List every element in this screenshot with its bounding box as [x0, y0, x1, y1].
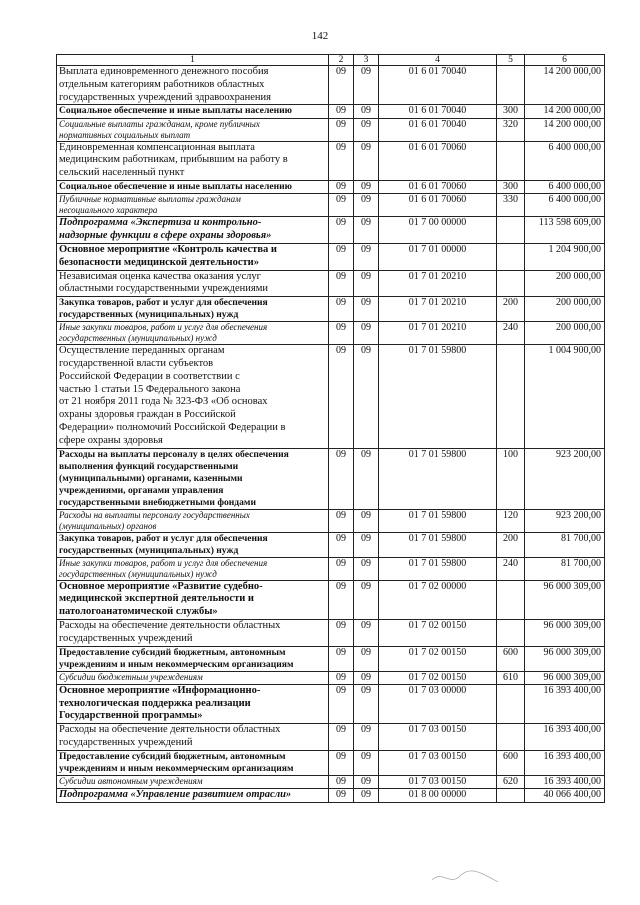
subsection-code-cell: 09 — [354, 345, 379, 448]
row-name-cell: Расходы на обеспечение деятельности областных государственных учреждений — [57, 724, 329, 751]
row-name-cell: Закупка товаров, работ и услуг для обеспечения государственных (муниципальных) нужд — [57, 532, 329, 557]
table-row — [57, 750, 605, 775]
table-header-row — [57, 55, 605, 66]
section-code-cell: 09 — [329, 105, 354, 118]
target-article-cell: 01 7 01 59800 — [379, 345, 497, 448]
amount-cell: 81 700,00 — [525, 557, 605, 580]
amount-cell: 96 000 309,00 — [525, 671, 605, 684]
row-name-cell: Основное мероприятие «Информационно- технологическая поддержка реализации Государственной программы» — [57, 684, 329, 723]
target-article-cell: 01 6 01 70040 — [379, 105, 497, 118]
expense-type-cell — [497, 66, 525, 105]
target-article-cell: 01 7 01 20210 — [379, 270, 497, 297]
subsection-code-cell: 09 — [354, 297, 379, 322]
expense-type-cell — [497, 217, 525, 244]
target-article-cell: 01 7 01 00000 — [379, 243, 497, 270]
section-code-cell: 09 — [329, 775, 354, 788]
target-article-cell: 01 7 00 00000 — [379, 217, 497, 244]
row-name-cell: Расходы на выплаты персоналу в целях обеспечения выполнения функций государственными (муниципальными) органами, казенными учреждениями, органами управления государственными внебюджетными фондами — [57, 448, 329, 509]
subsection-code-cell: 09 — [354, 684, 379, 723]
amount-cell: 81 700,00 — [525, 532, 605, 557]
table-row — [57, 141, 605, 180]
section-code-cell: 09 — [329, 671, 354, 684]
amount-cell: 6 400 000,00 — [525, 141, 605, 180]
target-article-cell: 01 7 03 00150 — [379, 750, 497, 775]
expense-type-cell: 320 — [497, 118, 525, 141]
expense-type-cell: 610 — [497, 671, 525, 684]
subsection-code-cell: 09 — [354, 181, 379, 194]
row-name-cell: Расходы на обеспечение деятельности областных государственных учреждений — [57, 619, 329, 646]
expense-type-cell — [497, 684, 525, 723]
subsection-code-cell: 09 — [354, 322, 379, 345]
column-header-2: 2 — [329, 55, 354, 66]
expense-type-cell — [497, 789, 525, 803]
expense-type-cell: 330 — [497, 194, 525, 217]
target-article-cell: 01 7 01 59800 — [379, 557, 497, 580]
row-name-cell: Основное мероприятие «Развитие судебно- медицинской экспертной деятельности и патологоанатомической службы» — [57, 580, 329, 619]
subsection-code-cell: 09 — [354, 724, 379, 751]
subsection-code-cell: 09 — [354, 557, 379, 580]
table-row — [57, 532, 605, 557]
row-name-cell: Подпрограмма «Экспертиза и контрольно- надзорные функции в сфере охраны здоровья» — [57, 217, 329, 244]
amount-cell: 14 200 000,00 — [525, 66, 605, 105]
target-article-cell: 01 7 01 59800 — [379, 532, 497, 557]
target-article-cell: 01 8 00 00000 — [379, 789, 497, 803]
target-article-cell: 01 7 02 00150 — [379, 646, 497, 671]
page-number: 142 — [311, 30, 329, 42]
section-code-cell: 09 — [329, 750, 354, 775]
target-article-cell: 01 6 01 70060 — [379, 141, 497, 180]
expense-type-cell — [497, 619, 525, 646]
expense-type-cell: 200 — [497, 297, 525, 322]
row-name-cell: Социальные выплаты гражданам, кроме публичных нормативных социальных выплат — [57, 118, 329, 141]
expense-type-cell: 240 — [497, 557, 525, 580]
subsection-code-cell: 09 — [354, 270, 379, 297]
subsection-code-cell: 09 — [354, 509, 379, 532]
amount-cell: 200 000,00 — [525, 322, 605, 345]
target-article-cell: 01 7 02 00150 — [379, 619, 497, 646]
section-code-cell: 09 — [329, 532, 354, 557]
amount-cell: 6 400 000,00 — [525, 194, 605, 217]
row-name-cell: Субсидии бюджетным учреждениям — [57, 671, 329, 684]
budget-table — [56, 54, 605, 803]
table-row — [57, 724, 605, 751]
row-name-cell: Иные закупки товаров, работ и услуг для обеспечения государственных (муниципальных) нужд — [57, 557, 329, 580]
column-header-6: 6 — [525, 55, 605, 66]
table-row — [57, 775, 605, 788]
amount-cell: 96 000 309,00 — [525, 580, 605, 619]
target-article-cell: 01 7 01 59800 — [379, 509, 497, 532]
subsection-code-cell: 09 — [354, 671, 379, 684]
table-row — [57, 448, 605, 509]
section-code-cell: 09 — [329, 345, 354, 448]
table-row — [57, 66, 605, 105]
expense-type-cell — [497, 345, 525, 448]
section-code-cell: 09 — [329, 181, 354, 194]
section-code-cell: 09 — [329, 217, 354, 244]
target-article-cell: 01 7 03 00000 — [379, 684, 497, 723]
amount-cell: 6 400 000,00 — [525, 181, 605, 194]
section-code-cell: 09 — [329, 243, 354, 270]
section-code-cell: 09 — [329, 322, 354, 345]
target-article-cell: 01 7 01 59800 — [379, 448, 497, 509]
column-header-4: 4 — [379, 55, 497, 66]
section-code-cell: 09 — [329, 297, 354, 322]
subsection-code-cell: 09 — [354, 789, 379, 803]
expense-type-cell — [497, 580, 525, 619]
row-name-cell: Расходы на выплаты персоналу государственных (муниципальных) органов — [57, 509, 329, 532]
subsection-code-cell: 09 — [354, 66, 379, 105]
row-name-cell: Публичные нормативные выплаты гражданам несоциального характера — [57, 194, 329, 217]
subsection-code-cell: 09 — [354, 619, 379, 646]
amount-cell: 96 000 309,00 — [525, 619, 605, 646]
table-row — [57, 619, 605, 646]
subsection-code-cell: 09 — [354, 775, 379, 788]
table-row — [57, 580, 605, 619]
target-article-cell: 01 7 01 20210 — [379, 297, 497, 322]
table-row — [57, 105, 605, 118]
budget-table-body — [57, 55, 605, 803]
amount-cell: 1 004 900,00 — [525, 345, 605, 448]
table-row — [57, 557, 605, 580]
expense-type-cell: 240 — [497, 322, 525, 345]
amount-cell: 40 066 400,00 — [525, 789, 605, 803]
target-article-cell: 01 6 01 70040 — [379, 118, 497, 141]
expense-type-cell: 300 — [497, 105, 525, 118]
row-name-cell: Основное мероприятие «Контроль качества и безопасности медицинской деятельности» — [57, 243, 329, 270]
section-code-cell: 09 — [329, 509, 354, 532]
subsection-code-cell: 09 — [354, 243, 379, 270]
table-row — [57, 270, 605, 297]
table-row — [57, 217, 605, 244]
amount-cell: 16 393 400,00 — [525, 724, 605, 751]
subsection-code-cell: 09 — [354, 118, 379, 141]
expense-type-cell — [497, 724, 525, 751]
section-code-cell: 09 — [329, 66, 354, 105]
table-row — [57, 322, 605, 345]
scribble-mark — [430, 866, 500, 888]
amount-cell: 923 200,00 — [525, 509, 605, 532]
target-article-cell: 01 6 01 70060 — [379, 181, 497, 194]
target-article-cell: 01 7 03 00150 — [379, 775, 497, 788]
amount-cell: 113 598 609,00 — [525, 217, 605, 244]
section-code-cell: 09 — [329, 684, 354, 723]
table-row — [57, 646, 605, 671]
target-article-cell: 01 7 01 20210 — [379, 322, 497, 345]
table-row — [57, 297, 605, 322]
expense-type-cell: 620 — [497, 775, 525, 788]
amount-cell: 923 200,00 — [525, 448, 605, 509]
column-header-3: 3 — [354, 55, 379, 66]
subsection-code-cell: 09 — [354, 646, 379, 671]
subsection-code-cell: 09 — [354, 217, 379, 244]
row-name-cell: Единовременная компенсационная выплата медицинским работникам, прибывшим на работу в сельский населенный пункт — [57, 141, 329, 180]
expense-type-cell — [497, 270, 525, 297]
amount-cell: 16 393 400,00 — [525, 775, 605, 788]
table-row — [57, 509, 605, 532]
amount-cell: 200 000,00 — [525, 270, 605, 297]
target-article-cell: 01 6 01 70040 — [379, 66, 497, 105]
expense-type-cell: 100 — [497, 448, 525, 509]
column-header-5: 5 — [497, 55, 525, 66]
section-code-cell: 09 — [329, 724, 354, 751]
amount-cell: 96 000 309,00 — [525, 646, 605, 671]
table-row — [57, 118, 605, 141]
row-name-cell: Социальное обеспечение и иные выплаты населению — [57, 181, 329, 194]
target-article-cell: 01 7 02 00000 — [379, 580, 497, 619]
table-row — [57, 345, 605, 448]
amount-cell: 14 200 000,00 — [525, 105, 605, 118]
section-code-cell: 09 — [329, 141, 354, 180]
section-code-cell: 09 — [329, 448, 354, 509]
row-name-cell: Подпрограмма «Управление развитием отрасли» — [57, 789, 329, 803]
expense-type-cell: 600 — [497, 750, 525, 775]
row-name-cell: Закупка товаров, работ и услуг для обеспечения государственных (муниципальных) нужд — [57, 297, 329, 322]
subsection-code-cell: 09 — [354, 532, 379, 557]
amount-cell: 16 393 400,00 — [525, 684, 605, 723]
expense-type-cell: 120 — [497, 509, 525, 532]
subsection-code-cell: 09 — [354, 141, 379, 180]
row-name-cell: Осуществление переданных органам государственной власти субъектов Российской Федерации в соответствии с частью 1 статьи 15 Федерального закона от 21 ноября 2011 года № 323-ФЗ «Об основах охраны здоровья граждан в Российской Федерации» полномочий Российской Федерации в сфере охраны здоровья — [57, 345, 329, 448]
section-code-cell: 09 — [329, 194, 354, 217]
table-row — [57, 684, 605, 723]
section-code-cell: 09 — [329, 619, 354, 646]
subsection-code-cell: 09 — [354, 750, 379, 775]
column-header-1: 1 — [57, 55, 329, 66]
amount-cell: 16 393 400,00 — [525, 750, 605, 775]
section-code-cell: 09 — [329, 646, 354, 671]
subsection-code-cell: 09 — [354, 194, 379, 217]
expense-type-cell: 200 — [497, 532, 525, 557]
amount-cell: 14 200 000,00 — [525, 118, 605, 141]
table-row — [57, 789, 605, 803]
target-article-cell: 01 7 03 00150 — [379, 724, 497, 751]
expense-type-cell: 300 — [497, 181, 525, 194]
table-row — [57, 243, 605, 270]
section-code-cell: 09 — [329, 789, 354, 803]
row-name-cell: Предоставление субсидий бюджетным, автономным учреждениям и иным некоммерческим организациям — [57, 646, 329, 671]
row-name-cell: Независимая оценка качества оказания услуг областными государственными учреждениями — [57, 270, 329, 297]
table-row — [57, 194, 605, 217]
section-code-cell: 09 — [329, 118, 354, 141]
subsection-code-cell: 09 — [354, 448, 379, 509]
row-name-cell: Субсидии автономным учреждениям — [57, 775, 329, 788]
subsection-code-cell: 09 — [354, 105, 379, 118]
amount-cell: 1 204 900,00 — [525, 243, 605, 270]
table-row — [57, 181, 605, 194]
target-article-cell: 01 7 02 00150 — [379, 671, 497, 684]
row-name-cell: Предоставление субсидий бюджетным, автономным учреждениям и иным некоммерческим организациям — [57, 750, 329, 775]
expense-type-cell — [497, 141, 525, 180]
row-name-cell: Социальное обеспечение и иные выплаты населению — [57, 105, 329, 118]
expense-type-cell — [497, 243, 525, 270]
row-name-cell: Иные закупки товаров, работ и услуг для обеспечения государственных (муниципальных) нужд — [57, 322, 329, 345]
section-code-cell: 09 — [329, 557, 354, 580]
section-code-cell: 09 — [329, 580, 354, 619]
expense-type-cell: 600 — [497, 646, 525, 671]
table-row — [57, 671, 605, 684]
subsection-code-cell: 09 — [354, 580, 379, 619]
target-article-cell: 01 6 01 70060 — [379, 194, 497, 217]
row-name-cell: Выплата единовременного денежного пособия отдельным категориям работников областных государственных учреждений здравоохранения — [57, 66, 329, 105]
section-code-cell: 09 — [329, 270, 354, 297]
amount-cell: 200 000,00 — [525, 297, 605, 322]
